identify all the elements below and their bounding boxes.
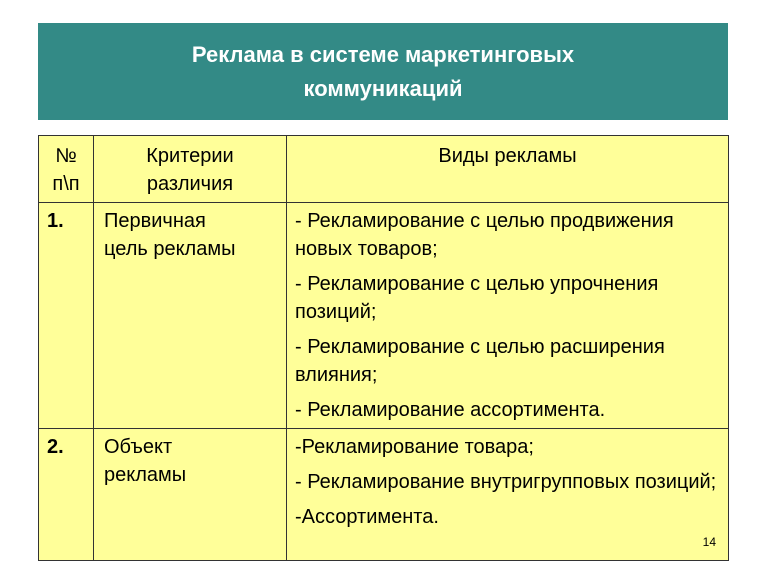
list-item: - Рекламирование с целью упрочнения позиций;: [295, 273, 659, 323]
header-criteria-line-1: Критерии: [146, 145, 234, 167]
list-item: -Рекламирование товара;: [295, 436, 534, 458]
list-item: -Ассортимента.: [295, 506, 439, 528]
list-item: - Рекламирование с целью расширения влияния;: [295, 336, 665, 386]
list-item: - Рекламирование с целью продвижения новых товаров;: [295, 210, 674, 260]
row-number: 1.: [39, 203, 94, 429]
page-number: 14: [702, 535, 716, 549]
row-types-list: [287, 203, 729, 429]
header-cell-num: [39, 136, 94, 203]
header-num-line-1: №: [55, 145, 77, 167]
row-number: 2.: [39, 429, 94, 561]
slide-title-line-2: коммуникаций: [303, 75, 463, 101]
criteria-line-2: цель рекламы: [104, 238, 236, 260]
list-item: - Рекламирование ассортимента.: [295, 399, 606, 421]
row-criteria: [94, 203, 287, 429]
header-cell-criteria: [94, 136, 287, 203]
list-item: - Рекламирование внутригрупповых позиций;: [295, 471, 717, 493]
header-criteria-line-2: различия: [146, 173, 234, 195]
header-cell-types: [287, 136, 729, 203]
row-criteria: [94, 429, 287, 561]
criteria-line-2: рекламы: [104, 464, 187, 486]
advertising-types-table: [38, 135, 729, 561]
table-row: [39, 429, 729, 561]
table-row: [39, 203, 729, 429]
header-types-label: Виды рекламы: [438, 145, 577, 167]
criteria-line-1: Объект: [104, 436, 173, 458]
slide-title: [38, 23, 728, 120]
criteria-line-1: Первичная: [104, 210, 206, 232]
header-num-line-2: п\п: [52, 173, 80, 195]
row-types-list: [287, 429, 729, 561]
table-header-row: [39, 136, 729, 203]
slide-title-line-1: Реклама в системе маркетинговых: [191, 41, 575, 67]
